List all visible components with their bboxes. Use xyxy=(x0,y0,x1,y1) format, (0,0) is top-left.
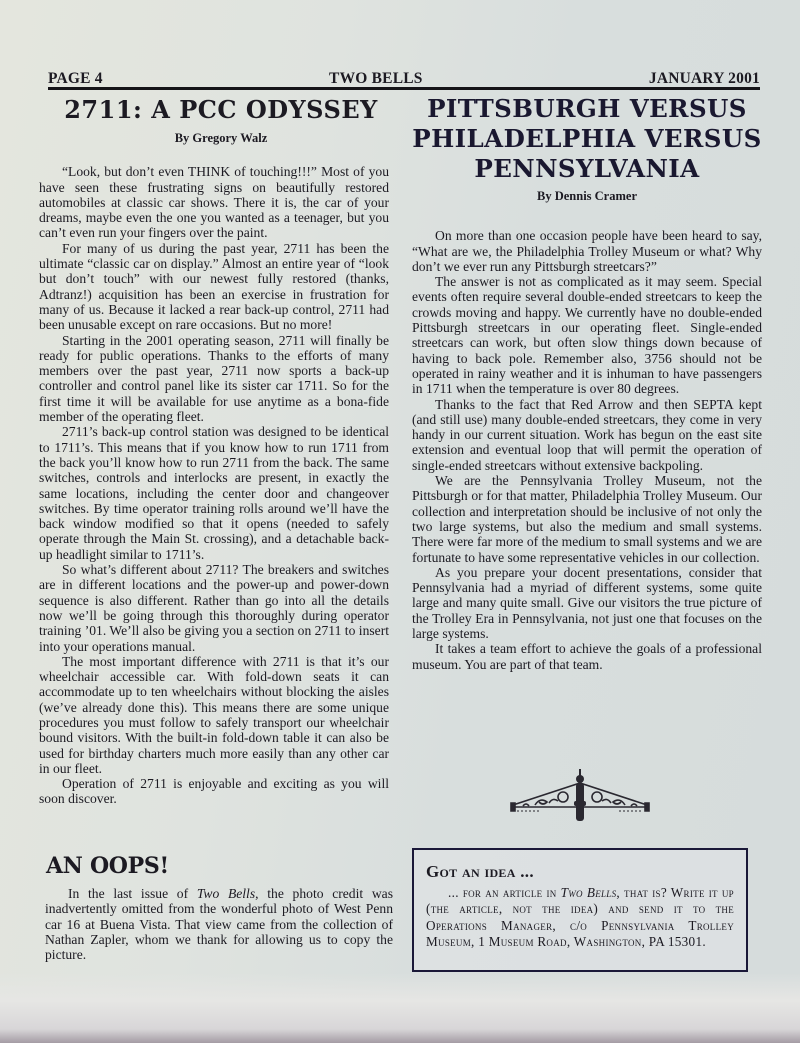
trolley-pole-bracket-ornament-icon xyxy=(505,765,655,825)
paragraph: Starting in the 2001 operating season, 2711 will finally be ready for public operations. Thanks to the efforts of many members over the past year, 2711 now sports a back-up controller and control panel like its sister car 1711. So for the first time it will be available for use anytime as a bona-fide member of the operating fleet. xyxy=(39,332,389,425)
title-line: PHILADELPHIA VERSUS xyxy=(412,124,762,153)
idea-box-text xyxy=(426,885,734,950)
article-title xyxy=(412,94,762,184)
article-pcc-odyssey xyxy=(39,93,389,807)
publication-name: TWO BELLS xyxy=(329,70,423,87)
publication-name-italic: Two Bells xyxy=(560,885,617,900)
paragraph: We are the Pennsylvania Trolley Museum, not the Pittsburgh or for that matter, Philadelphia Trolley Museum. Our collection and interpretation should be inclusive of not only the two large systems, but also the medium and small systems. There were far more of the medium to small systems and we are fortunate to have some representative vehicles in our collection. xyxy=(412,473,762,565)
article-pittsburgh-philadelphia xyxy=(412,93,762,672)
oops-article xyxy=(45,886,393,962)
title-line: PITTSBURGH VERSUS xyxy=(427,94,747,123)
idea-text: , that is? Write it up (the article, not the idea) and send it to the Operations Manager, c/o Pennsylvania Trolley Museum, 1 Museum Road, Washington, PA 15301. xyxy=(426,885,734,949)
paragraph: It takes a team effort to achieve the goals of a professional museum. You are part of that team. xyxy=(412,641,762,672)
paragraph: 2711’s back-up control station was designed to be identical to 1711’s. This means that if you know how to run 1711 from the back you’ll know how to run 2711 from the back. The same switches, controls and interlocks are present, in exactly the same locations, including the center door and changeover switches. By time operator training rolls around we’ll have the back window modified so that it opens (needed to safely operate through the Main St. crossing), and a detachable back-up headlight similar to 1711’s. xyxy=(39,424,389,562)
page-header xyxy=(48,62,760,88)
paragraph: On more than one occasion people have been heard to say, “What are we, the Philadelphia Trolley Museum or what? Why don’t we ever run any Pittsburgh streetcars?” xyxy=(412,228,762,274)
paragraph: As you prepare your docent presentations, consider that Pennsylvania had a myriad of different systems, some quite large and many quite small. Give our visitors the true picture of the Trolley Era in Pennsylvania, not just one that focuses on the large systems. xyxy=(412,564,762,642)
oops-text: In the last issue of xyxy=(68,886,197,901)
paragraph: “Look, but don’t even THINK of touching!!!” Most of you have seen these frustrating signs on beautifully restored automobiles at classic car shows. There it is, the car of your dreams, maybe even the one you wanted as a teenager, but you can’t even run your fingers over the paint. xyxy=(39,164,389,241)
paragraph: So what’s different about 2711? The breakers and switches are in different locations and the power-up and power-down sequence is also different. Rather than go into all the details now we’ll be going through this thoroughly during operator training ’01. We’ll also be giving you a section on 2711 to insert into your operations manual. xyxy=(39,562,389,654)
idea-text: ... for an article in xyxy=(448,885,561,900)
oops-text: , the photo credit was inadvertently omitted from the wonderful photo of West Penn car 16 at Buena Vista. That view came from the collection of Nathan Zapler, whom we thank for allowing us to copy the picture. xyxy=(45,886,394,963)
issue-date: JANUARY 2001 xyxy=(648,70,760,87)
got-an-idea-box xyxy=(412,848,748,972)
header-rule xyxy=(48,87,760,90)
paragraph: The answer is not as complicated as it may seem. Special events often require several double-ended streetcars to keep the crowds moving and happy. We currently have no double-ended Pittsburgh streetcars in our operating fleet. Single-ended streetcars can work, but often slow things down because of having to back pole. Remember also, 3756 should not be operated in rainy weather and it is inhuman to have passengers in 1711 when the temperature is over 80 degrees. xyxy=(412,274,762,397)
oops-title: AN OOPS! xyxy=(46,853,169,879)
page-number: PAGE 4 xyxy=(48,70,103,87)
paragraph: Thanks to the fact that Red Arrow and then SEPTA kept (and still use) many double-ended streetcars, they come in very handy in our current situation. Work has begun on the east site extension and eventual loop that will permit the operation of single-ended streetcars without extensive backpoling. xyxy=(412,396,762,473)
publication-name-italic: Two Bells xyxy=(196,886,256,901)
title-line: PENNSYLVANIA xyxy=(474,154,700,183)
paragraph: For many of us during the past year, 2711 has been the ultimate “classic car on display.” Almost an entire year of “look but don’t touch” with our newest fully restored (thanks, Adtranz!) acquisition has been an exercise in frustration for many of us. Because it lacked a rear back-up control, 2711 had been unusable except on rare occasions. But no more! xyxy=(39,240,389,333)
paragraph: The most important difference with 2711 is that it’s our wheelchair accessible car. With fold-down seats it can accommodate up to ten wheelchairs without blocking the aisles (we’ve already done this). This means there are some unique procedures you must follow to safely transport our wheelchair bound visitors. With the built-in fold-down table it can also be used for birthday charters much more easily than any other car in our fleet. xyxy=(39,653,389,776)
article-byline: By Gregory Walz xyxy=(174,131,268,145)
idea-box-title: Got an idea ... xyxy=(426,862,534,881)
paragraph: Operation of 2711 is enjoyable and exciting as you will soon discover. xyxy=(39,776,389,807)
article-title: 2711: A PCC ODYSSEY xyxy=(64,95,378,124)
oops-paragraph xyxy=(45,886,393,962)
article-byline: By Dennis Cramer xyxy=(537,189,637,203)
page-bottom-edge xyxy=(0,973,800,1043)
